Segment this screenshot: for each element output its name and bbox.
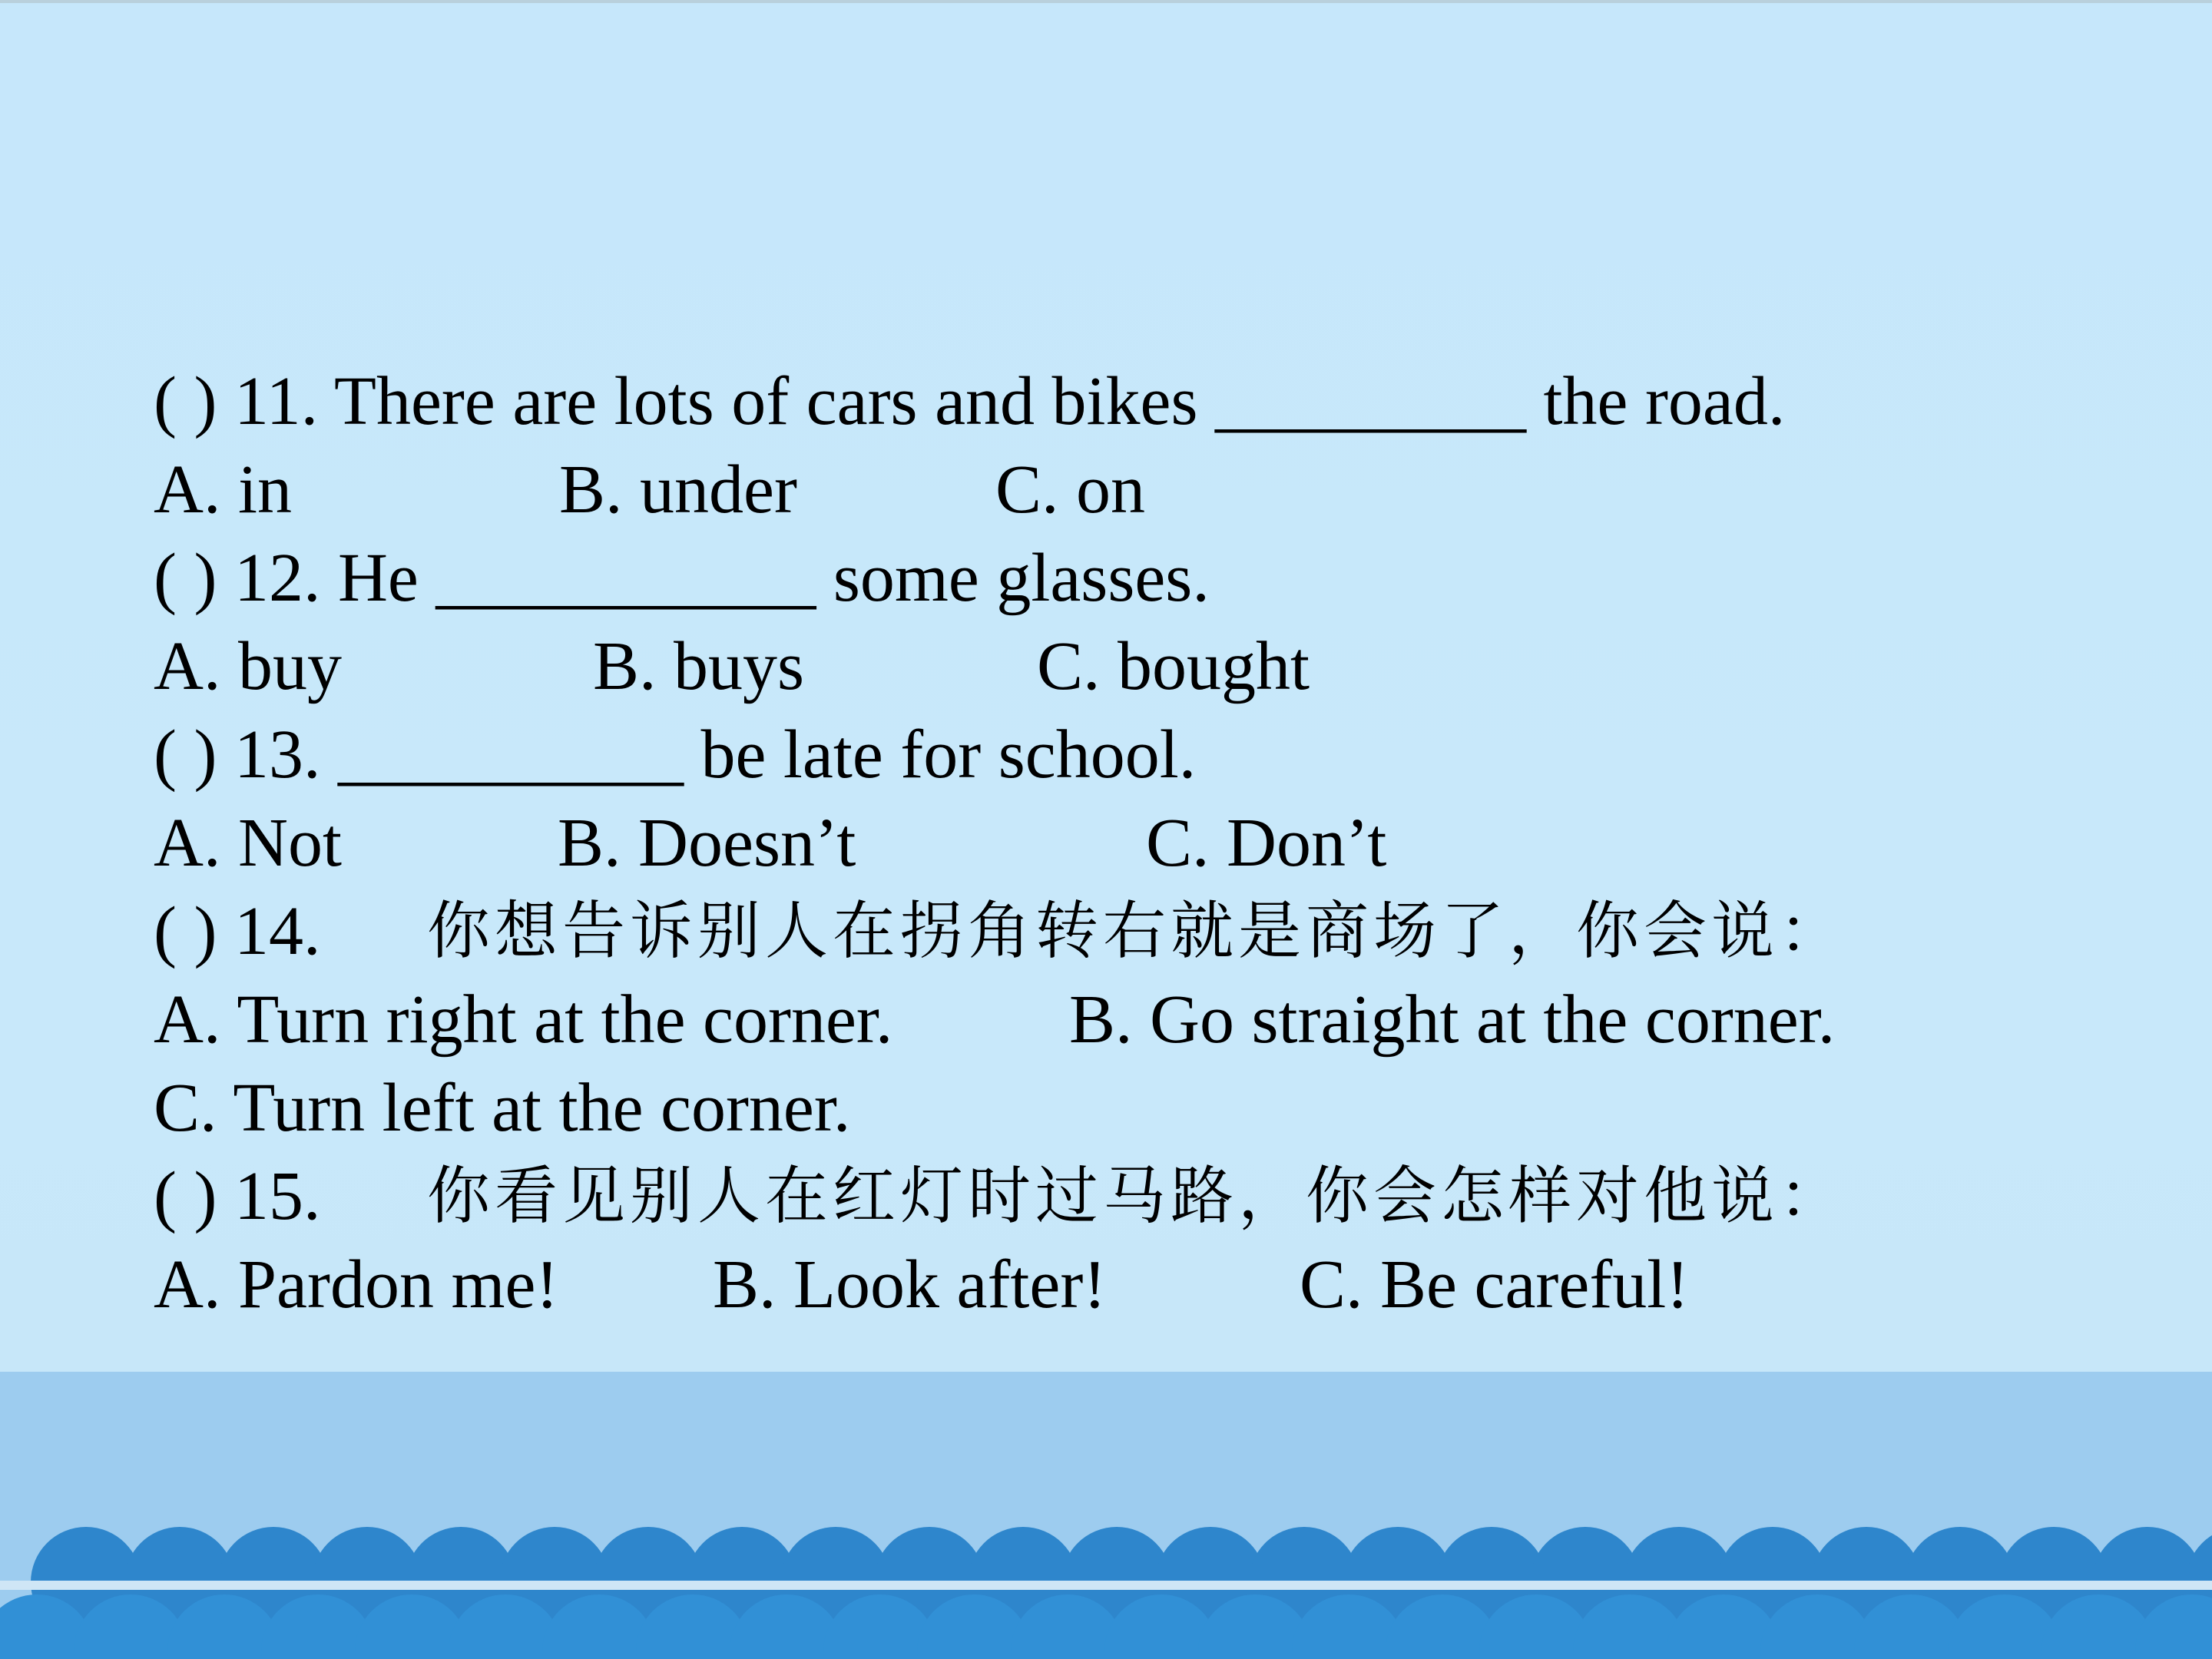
option-a: A. Pardon me! [154,1247,559,1323]
options-11 [154,445,2120,534]
options-13 [154,799,2120,887]
question-13 [154,710,2120,799]
option-c: C. on [995,452,1146,528]
option-a: A. in [154,452,292,528]
options-14-row2 [154,1064,2120,1152]
options-14-row1 [154,975,2120,1064]
question-stem-chinese: 你看见别人在红灯时过马路，你会怎样对他说： [427,1160,1847,1233]
option-c: C. Be careful! [1300,1247,1690,1323]
question-12 [154,534,2120,622]
option-c: C. bought [1037,628,1310,704]
wave-decoration [0,1490,2212,1659]
option-c: C. Turn left at the corner. [154,1070,851,1146]
option-c: C. Don’t [1146,805,1387,881]
top-divider [0,0,2212,3]
option-a: A. Not [154,805,342,881]
option-b: B. Look after! [713,1247,1107,1323]
question-11 [154,357,2120,445]
question-stem-prefix: ( ) 14. [154,893,321,969]
option-b: B. buys [593,628,805,704]
quiz-content [154,357,2120,1329]
options-15 [154,1240,2120,1329]
question-stem-chinese: 你想告诉别人在拐角转右就是商场了，你会说： [427,895,1847,968]
option-a: A. Turn right at the corner. [154,982,893,1058]
option-b: B. Doesn’t [558,805,856,881]
question-stem: ( ) 11. There are lots of cars and bikes _________ the road. [154,363,1786,439]
option-b: B. Go straight at the corner. [1069,982,1836,1058]
options-12 [154,622,2120,710]
question-stem: ( ) 13. __________ be late for school. [154,717,1197,793]
question-15 [154,1152,2120,1240]
option-b: B. under [559,452,797,528]
question-stem: ( ) 12. He ___________ some glasses. [154,540,1210,616]
question-stem-prefix: ( ) 15. [154,1158,321,1234]
question-14 [154,887,2120,975]
option-a: A. buy [154,628,342,704]
